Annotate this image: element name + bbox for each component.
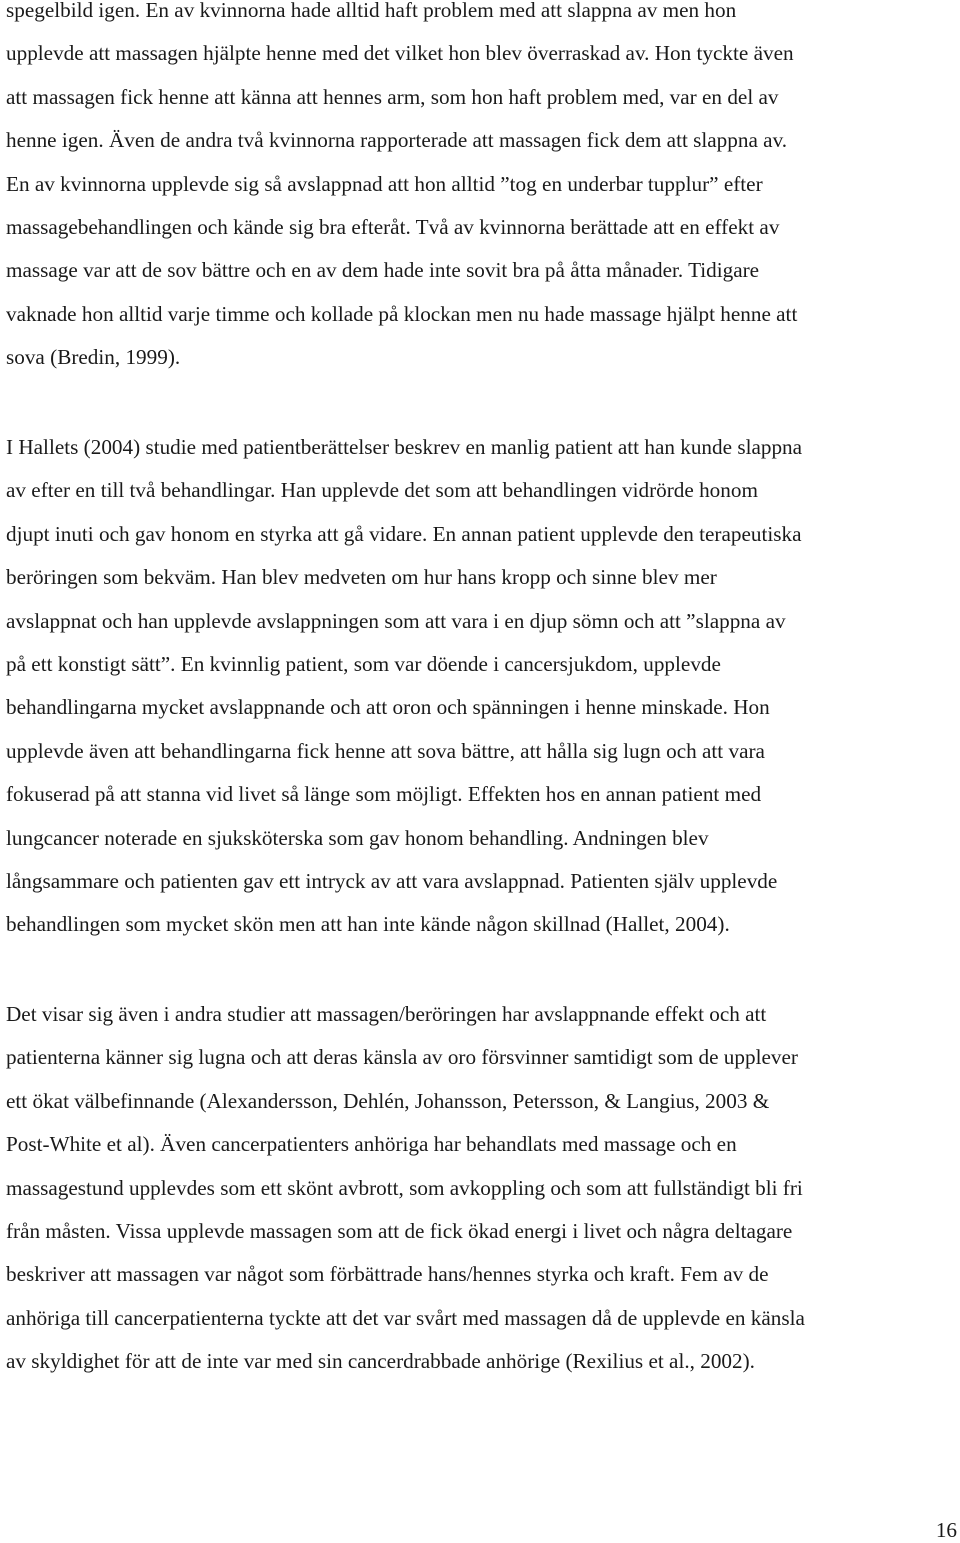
paragraph-1 xyxy=(6,0,797,380)
text-line: vaknade hon alltid varje timme och kollade på klockan men nu hade massage hjälpt henne att xyxy=(6,301,798,326)
paragraph-2 xyxy=(6,426,802,947)
text-line: massage var att de sov bättre och en av dem hade inte sovit bra på åtta månader. Tidigare xyxy=(6,258,760,283)
text-line: Det visar sig även i andra studier att massagen/beröringen har avslappnande effekt och att xyxy=(6,1002,767,1026)
text-line: patienterna känner sig lugna och att deras känsla av oro försvinner samtidigt som de upplever xyxy=(6,1045,798,1070)
text-line: behandlingarna mycket avslappnande och att oron och spänningen i henne minskade. Hon xyxy=(6,695,770,720)
text-line: på ett konstigt sätt”. En kvinnlig patient, som var döende i cancersjukdom, upplevde xyxy=(6,652,721,677)
text-line: av efter en till två behandlingar. Han upplevde det som att behandlingen vidrörde honom xyxy=(6,478,758,503)
text-line: spegelbild igen. En av kvinnorna hade alltid haft problem med att slappna av men hon xyxy=(6,0,737,22)
text-line: lungcancer noterade en sjuksköterska som gav honom behandling. Andningen blev xyxy=(6,825,709,850)
text-line: av skyldighet för att de inte var med sin cancerdrabbade anhörige (Rexilius et al., 2002). xyxy=(6,1349,755,1374)
text-line: I Hallets (2004) studie med patientberättelser beskrev en manlig patient att han kunde slappna xyxy=(6,435,803,459)
paragraph-3 xyxy=(6,993,805,1384)
text-line: beröringen som bekväm. Han blev medveten om hur hans kropp och sinne blev mer xyxy=(6,565,717,590)
text-line: Post-White et al). Även cancerpatienters anhöriga har behandlats med massage och en xyxy=(6,1132,737,1157)
text-line: henne igen. Även de andra två kvinnorna rapporterade att massagen fick dem att slappna av. xyxy=(6,128,788,153)
text-line: upplevde att massagen hjälpte henne med det vilket hon blev överraskad av. Hon tyckte även xyxy=(6,41,794,66)
text-line: anhöriga till cancerpatienterna tyckte att det var svårt med massagen då de upplevde en känsla xyxy=(6,1305,805,1330)
text-line: djupt inuti och gav honom en styrka att gå vidare. En annan patient upplevde den terapeutiska xyxy=(6,521,802,546)
text-line: upplevde även att behandlingarna fick henne att sova bättre, att hålla sig lugn och att vara xyxy=(6,738,765,763)
text-line: sova (Bredin, 1999). xyxy=(6,345,181,370)
text-line: massagebehandlingen och kände sig bra efteråt. Två av kvinnorna berättade att en effekt av xyxy=(6,215,780,240)
text-line: behandlingen som mycket skön men att han inte kände någon skillnad (Hallet, 2004). xyxy=(6,912,730,937)
text-line: beskriver att massagen var något som förbättrade hans/hennes styrka och kraft. Fem av de xyxy=(6,1262,769,1287)
text-line: avslappnat och han upplevde avslappningen som att vara i en djup sömn och att ”slappna av xyxy=(6,608,786,633)
text-line: En av kvinnorna upplevde sig så avslappnad att hon alltid ”tog en underbar tupplur” efter xyxy=(6,171,763,196)
text-line: från måsten. Vissa upplevde massagen som att de fick ökad energi i livet och några deltagare xyxy=(6,1219,793,1244)
text-line: att massagen fick henne att känna att hennes arm, som hon haft problem med, var en del av xyxy=(6,84,779,109)
page-number: 16 xyxy=(935,1518,957,1542)
text-line: fokuserad på att stanna vid livet så länge som möjligt. Effekten hos en annan patient med xyxy=(6,782,762,807)
text-line: ett ökat välbefinnande (Alexandersson, Dehlén, Johansson, Petersson, & Langius, 2003 & xyxy=(6,1088,770,1113)
text-line: massagestund upplevdes som ett skönt avbrott, som avkoppling och som att fullständigt bli fri xyxy=(6,1175,803,1200)
text-line: långsammare och patienten gav ett intryck av att vara avslappnad. Patienten själv upplevde xyxy=(6,869,778,894)
